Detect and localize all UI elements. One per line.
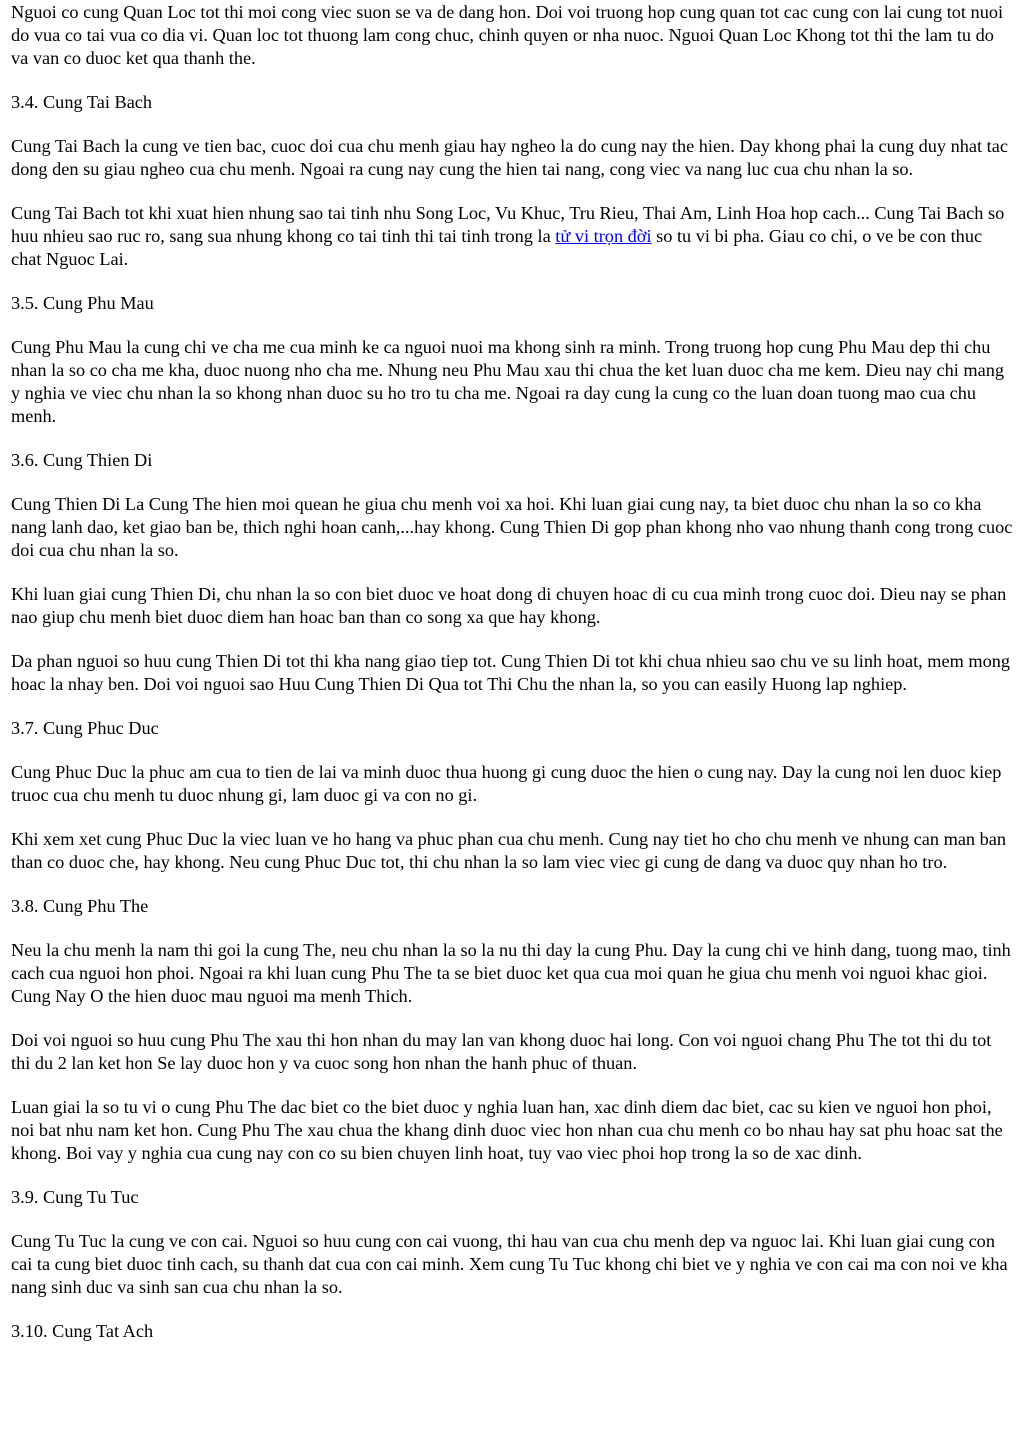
paragraph-phu-the-1: Neu la chu menh la nam thi goi la cung The, neu chu nhan la so la nu thi day la cung Phu. Day la cung chi ve hinh dang, tuong mao, tinh cach cua nguoi hon phoi. Ngoai ra khi luan cung Phu The ta se biet duoc ket qua cua moi quan he giua chu menh voi nguoi khac gioi. Cung Nay O the hien duoc mau nguoi ma menh Thich. (11, 940, 1011, 1006)
paragraph-text-after-link: so tu vi bi pha. Giau co chi, o ve be con thuc chat Nguoc Lai. (11, 226, 983, 269)
paragraph-thien-di-2: Khi luan giai cung Thien Di, chu nhan la so con biet duoc ve hoat dong di chuyen hoac di cu cua minh trong cuoc doi. Dieu nay se phan nao giup chu menh biet duoc diem han hoac ban than co song xa que hay khong. (11, 584, 1007, 627)
paragraph-tai-bach-1: Cung Tai Bach la cung ve tien bac, cuoc doi cua chu menh giau hay ngheo la do cung nay the hien. Day khong phai la cung duy nhat tac dong den su giau ngheo cua chu menh. Ngoai ra cung nay cung the hien tai nang, cong viec va nang luc cua chu nhan la so. (11, 136, 1008, 179)
heading-3-8-cung-phu-the: 3.8. Cung Phu The (11, 896, 149, 916)
heading-3-10-cung-tat-ach: 3.10. Cung Tat Ach (11, 1321, 154, 1341)
paragraph-thien-di-3: Da phan nguoi so huu cung Thien Di tot thi kha nang giao tiep tot. Cung Thien Di tot khi chua nhieu sao chu ve su linh hoat, mem mong hoac la nhay ben. Doi voi nguoi sao Huu Cung Thien Di Qua tot Thi Chu the nhan la, so you can easily Huong lap nghiep. (11, 651, 1011, 694)
paragraph-text-before-link: Cung Tai Bach tot khi xuat hien nhung sao tai tinh nhu Song Loc, Vu Khuc, Tru Rieu, Thai Am, Linh Hoa hop cach... Cung Tai Bach so huu nhieu sao ruc ro, sang sua nhung khong co tai tinh thi tai tinh trong la (11, 203, 1005, 246)
paragraph-phu-the-3: Luan giai la so tu vi o cung Phu The dac biet co the biet duoc y nghia luan han, xac dinh diem dac biet, cac su kien ve nguoi hon phoi, noi bat nhu nam ket hon. Cung Phu The xau chua the khang dinh duoc viec hon nhan cua chu menh co bo nhau hay sat phu hoac sat the khong. Boi vay y nghia cua cung nay con co su bien chuyen linh hoat, tuy vao viec phoi hop trong la so de xac dinh. (11, 1097, 1003, 1163)
paragraph-phuc-duc-1: Cung Phuc Duc la phuc am cua to tien de lai va minh duoc thua huong gi cung duoc the hien o cung nay. Day la cung noi len duoc kiep truoc cua chu menh tu duoc nhung gi, lam duoc gi va con no gi. (11, 762, 1002, 805)
heading-3-9-cung-tu-tuc: 3.9. Cung Tu Tuc (11, 1187, 139, 1207)
heading-3-4-cung-tai-bach: 3.4. Cung Tai Bach (11, 92, 153, 112)
heading-3-5-cung-phu-mau: 3.5. Cung Phu Mau (11, 293, 154, 313)
tu-vi-tron-doi-link[interactable]: tử vi trọn đời (555, 226, 652, 246)
paragraph-phuc-duc-2: Khi xem xet cung Phuc Duc la viec luan ve ho hang va phuc phan cua chu menh. Cung nay tiet ho cho chu menh ve nhung can man ban than co duoc che, hay khong. Neu cung Phuc Duc tot, thi chu nhan la so lam viec viec gi cung de dang va duoc quy nhan ho tro. (11, 829, 1007, 872)
paragraph-cung-quan-loc: Nguoi co cung Quan Loc tot thi moi cong viec suon se va de dang hon. Doi voi truong hop cung quan tot cac cung con lai cung tot nuoi do vua co tai vua co dia vi. Quan loc tot thuong lam cong chuc, chinh quyen or nha nuoc. Nguoi Quan Loc Khong tot thi the lam tu do va van co duoc ket qua thanh the. (11, 2, 1004, 68)
heading-3-7-cung-phuc-duc: 3.7. Cung Phuc Duc (11, 718, 159, 738)
paragraph-tai-bach-2 (11, 202, 1014, 271)
paragraph-phu-the-2: Doi voi nguoi so huu cung Phu The xau thi hon nhan du may lan van khong duoc hai long. Con voi nguoi chang Phu The tot thi du tot thi du 2 lan ket hon Se lay duoc hon y va cuoc song hon nhan the hanh phuc of thuan. (11, 1030, 992, 1073)
heading-3-6-cung-thien-di: 3.6. Cung Thien Di (11, 450, 153, 470)
paragraph-thien-di-1: Cung Thien Di La Cung The hien moi quean he giua chu menh voi xa hoi. Khi luan giai cung nay, ta biet duoc chu nhan la so co kha nang lanh dao, ket giao ban be, thich nghi hoan canh,...hay khong. Cung Thien Di gop phan khong nho vao nhung thanh cong trong cuoc doi cua chu nhan la so. (11, 494, 1013, 560)
paragraph-phu-mau: Cung Phu Mau la cung chi ve cha me cua minh ke ca nguoi nuoi ma khong sinh ra minh. Trong truong hop cung Phu Mau dep thi chu nhan la so co cha me kha, duoc nuong nho cha me. Nhung neu Phu Mau xau thi chua the ket luan duoc cha me kem. Dieu nay chi mang y nghia ve viec chu nhan la so khong nhan duoc su ho tro tu cha me. Ngoai ra day cung la cung co the luan doan tuong mao cua chu menh. (11, 337, 1005, 426)
document-body (11, 0, 1014, 1364)
paragraph-tu-tuc: Cung Tu Tuc la cung ve con cai. Nguoi so huu cung con cai vuong, thi hau van cua chu menh dep va nguoc lai. Khi luan giai cung con cai ta cung biet duoc tinh cach, su thanh dat cua con cai minh. Xem cung Tu Tuc khong chi biet ve y nghia ve con cai ma con noi ve kha nang sinh duc va sinh san cua chu nhan la so. (11, 1231, 1008, 1297)
